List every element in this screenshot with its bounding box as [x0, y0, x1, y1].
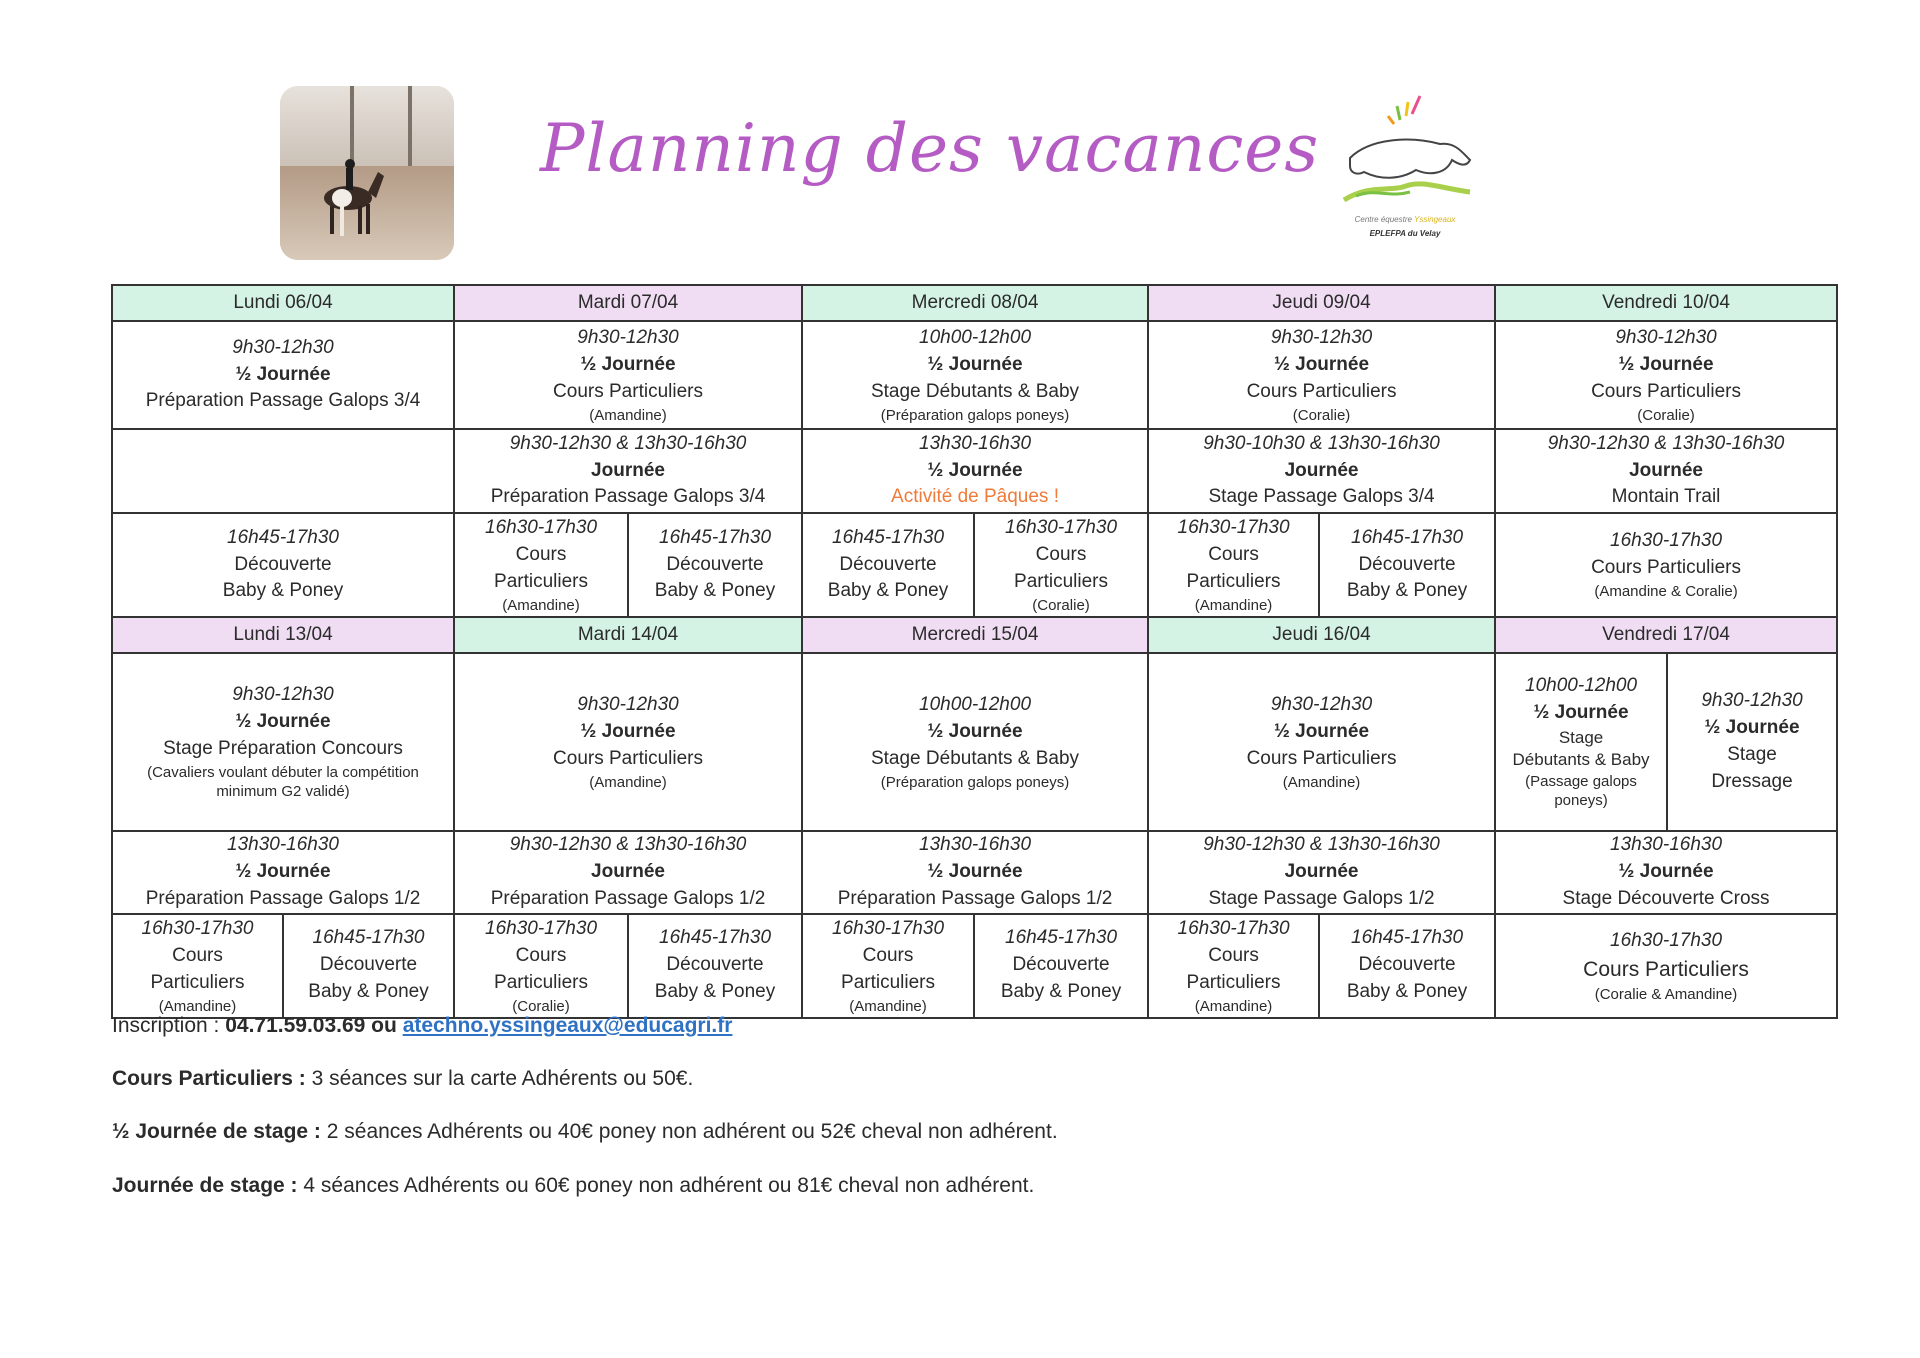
day-header-mon: Lundi 13/04 [112, 617, 454, 653]
session-cell: 16h45-17h30 Découverte Baby & Poney [974, 914, 1148, 1018]
day-header-wed: Mercredi 15/04 [802, 617, 1148, 653]
session-cell: 13h30-16h30 ½ Journée Préparation Passage Galops 1/2 [802, 831, 1148, 914]
page-title: Planning des vacances [540, 110, 1320, 187]
session-cell: 16h30-17h30 Cours Particuliers (Amandine & Coralie) [1495, 513, 1837, 617]
session-cell: 16h30-17h30 Cours Particuliers (Amandine) [1148, 513, 1319, 617]
session-cell: 16h30-17h30 Cours Particuliers (Coralie) [974, 513, 1148, 617]
day-header-fri: Vendredi 17/04 [1495, 617, 1837, 653]
session-cell: 13h30-16h30 ½ Journée Stage Découverte Cross [1495, 831, 1837, 914]
session-cell: 9h30-12h30 & 13h30-16h30 Journée Préparation Passage Galops 1/2 [454, 831, 802, 914]
week1-header-row [112, 285, 1837, 321]
schedule-table [111, 284, 1838, 1019]
session-cell: 9h30-12h30 ½ Journée Stage Dressage [1667, 653, 1837, 831]
header-photo [280, 86, 454, 260]
week2-day-row [112, 831, 1837, 914]
session-cell: 9h30-12h30 ½ Journée Cours Particuliers (Amandine) [454, 321, 802, 429]
session-cell: 9h30-12h30 & 13h30-16h30 Journée Préparation Passage Galops 3/4 [454, 429, 802, 513]
session-cell: 16h45-17h30 Découverte Baby & Poney [1319, 513, 1495, 617]
session-cell: 9h30-12h30 ½ Journée Stage Préparation Concours (Cavaliers voulant débuter la compétition minimum G2 validé) [112, 653, 454, 831]
email-link[interactable]: atechno.yssingeaux@educagri.fr [402, 1014, 733, 1037]
session-cell: 10h00-12h00 ½ Journée Stage Débutants & Baby (Passage galops poneys) [1495, 653, 1667, 831]
session-cell: 10h00-12h00 ½ Journée Stage Débutants & Baby (Préparation galops poneys) [802, 321, 1148, 429]
session-cell: 9h30-10h30 & 13h30-16h30 Journée Stage Passage Galops 3/4 [1148, 429, 1495, 513]
equestrian-logo [1320, 88, 1490, 248]
week1-day-row [112, 429, 1837, 513]
session-cell: 9h30-12h30 ½ Journée Cours Particuliers (Amandine) [454, 653, 802, 831]
day-header-wed: Mercredi 08/04 [802, 285, 1148, 321]
week1-evening-row [112, 513, 1837, 617]
session-cell: 9h30-12h30 ½ Journée Préparation Passage Galops 3/4 [112, 321, 454, 429]
session-cell: 13h30-16h30 ½ Journée Activité de Pâques ! [802, 429, 1148, 513]
empty-cell [112, 429, 454, 513]
session-cell: 16h30-17h30 Cours Particuliers (Amandine) [1148, 914, 1319, 1018]
session-cell: 16h45-17h30 Découverte Baby & Poney [112, 513, 454, 617]
session-cell: 16h45-17h30 Découverte Baby & Poney [1319, 914, 1495, 1018]
session-cell: 16h30-17h30 Cours Particuliers (Amandine) [454, 513, 628, 617]
easter-activity: Activité de Pâques ! [891, 486, 1059, 508]
week1-morning-row [112, 321, 1837, 429]
session-cell: 9h30-12h30 ½ Journée Cours Particuliers (Coralie) [1495, 321, 1837, 429]
session-cell: 10h00-12h00 ½ Journée Stage Débutants & Baby (Préparation galops poneys) [802, 653, 1148, 831]
week2-morning-row [112, 653, 1837, 831]
price-journee-line: Journée de stage : 4 séances Adhérents ou 60€ poney non adhérent ou 81€ cheval non adhérent. [112, 1174, 1035, 1197]
session-cell: 16h45-17h30 Découverte Baby & Poney [283, 914, 454, 1018]
day-header-mon: Lundi 06/04 [112, 285, 454, 321]
session-cell: 9h30-12h30 & 13h30-16h30 Journée Montain Trail [1495, 429, 1837, 513]
week2-header-row [112, 617, 1837, 653]
session-cell: 16h45-17h30 Découverte Baby & Poney [628, 914, 802, 1018]
day-header-thu: Jeudi 09/04 [1148, 285, 1495, 321]
session-cell: 16h30-17h30 Cours Particuliers (Amandine) [802, 914, 974, 1018]
session-cell: 9h30-12h30 ½ Journée Cours Particuliers (Coralie) [1148, 321, 1495, 429]
day-header-tue: Mardi 14/04 [454, 617, 802, 653]
session-cell: 16h45-17h30 Découverte Baby & Poney [628, 513, 802, 617]
session-cell: 16h30-17h30 Cours Particuliers (Coralie) [454, 914, 628, 1018]
day-header-tue: Mardi 07/04 [454, 285, 802, 321]
session-cell: 16h30-17h30 Cours Particuliers (Coralie & Amandine) [1495, 914, 1837, 1018]
day-header-thu: Jeudi 16/04 [1148, 617, 1495, 653]
session-cell: 9h30-12h30 ½ Journée Cours Particuliers (Amandine) [1148, 653, 1495, 831]
price-cours-line: Cours Particuliers : 3 séances sur la carte Adhérents ou 50€. [112, 1067, 694, 1090]
session-cell: 16h45-17h30 Découverte Baby & Poney [802, 513, 974, 617]
logo-caption: Centre équestre Yssingeaux [1354, 215, 1456, 224]
week2-evening-row [112, 914, 1837, 1018]
logo-subcaption: EPLEFPA du Velay [1369, 229, 1441, 238]
session-cell: 9h30-12h30 & 13h30-16h30 Journée Stage Passage Galops 1/2 [1148, 831, 1495, 914]
price-demi-line: ½ Journée de stage : 2 séances Adhérents ou 40€ poney non adhérent ou 52€ cheval non adhérent. [112, 1120, 1058, 1143]
session-cell: 16h30-17h30 Cours Particuliers (Amandine) [112, 914, 283, 1018]
session-cell: 13h30-16h30 ½ Journée Préparation Passage Galops 1/2 [112, 831, 454, 914]
inscription-line: Inscription : 04.71.59.03.69 ou atechno.yssingeaux@educagri.fr [112, 1014, 733, 1037]
day-header-fri: Vendredi 10/04 [1495, 285, 1837, 321]
